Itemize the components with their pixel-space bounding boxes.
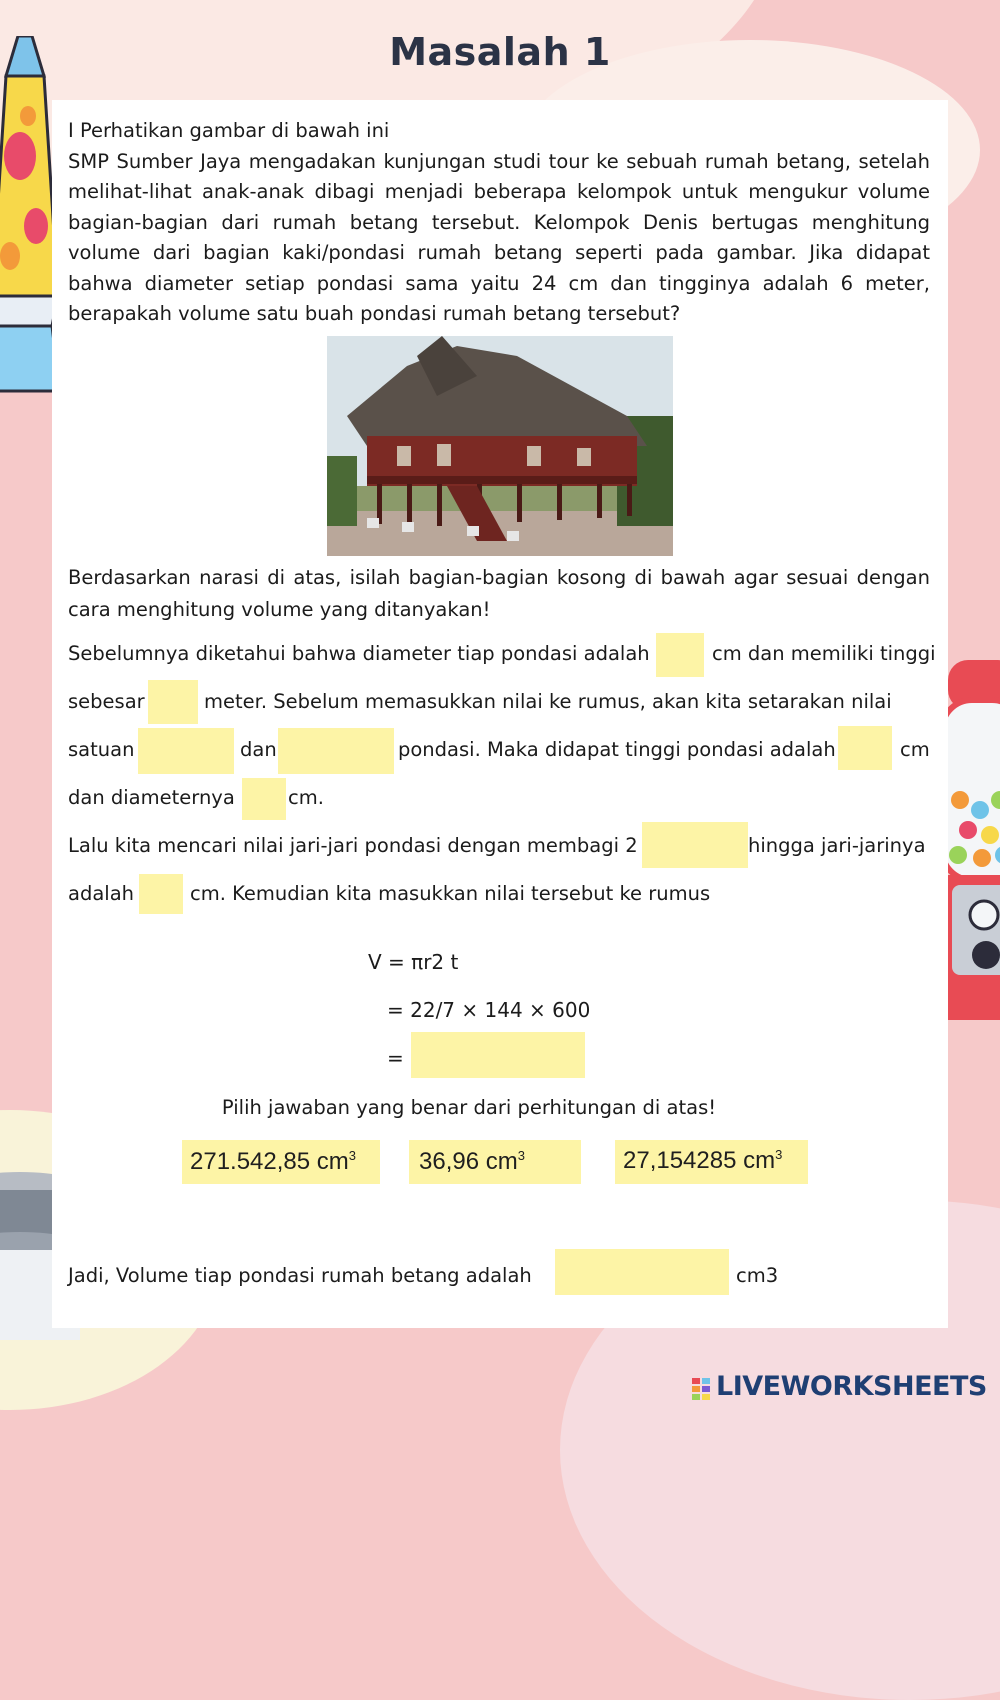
radius-blank[interactable] bbox=[139, 874, 183, 914]
unit-blank-1[interactable] bbox=[138, 728, 234, 774]
fill-text: meter. Sebelum memasukkan nilai ke rumus, akan kita setarakan nilai bbox=[204, 690, 892, 713]
fill-text: cm. bbox=[288, 786, 324, 809]
fill-line-5 bbox=[68, 822, 930, 870]
instruction-text bbox=[68, 562, 930, 626]
formula-line-1: V = πr2 t bbox=[368, 950, 459, 974]
fill-text: adalah bbox=[68, 882, 135, 905]
liveworksheets-brand: LIVEWORKSHEETS bbox=[716, 1371, 987, 1402]
instruction-line: cara menghitung volume yang ditanyakan! bbox=[68, 598, 491, 621]
fill-text: satuan bbox=[68, 738, 135, 761]
fill-text: hingga jari-jarinya bbox=[748, 834, 926, 857]
gumball-machine-illustration bbox=[940, 660, 1000, 1020]
volume-result-blank[interactable] bbox=[411, 1032, 585, 1078]
instruction-line: Berdasarkan narasi di atas, isilah bagian-bagian kosong di bawah agar sesuai dengan bbox=[68, 566, 930, 589]
fill-text: dan diameternya bbox=[68, 786, 235, 809]
diameter-cm-blank[interactable] bbox=[242, 778, 286, 820]
choice-value: 36,96 cm bbox=[419, 1148, 518, 1175]
problem-line: bagian-bagian dari rumah betang tersebut. Kelompok Denis bertugas menghitung bbox=[68, 210, 930, 234]
problem-line: SMP Sumber Jaya mengadakan kunjungan studi tour ke sebuah rumah betang, setelah bbox=[68, 149, 930, 173]
final-volume-blank[interactable] bbox=[555, 1249, 729, 1295]
choice-value: 27,154285 cm bbox=[623, 1147, 776, 1174]
problem-line: I Perhatikan gambar di bawah ini bbox=[68, 119, 390, 142]
formula-line-3: = bbox=[387, 1046, 404, 1070]
fill-text: cm bbox=[900, 738, 930, 761]
liveworksheets-logo-icon bbox=[692, 1378, 710, 1400]
problem-line: volume dari bagian kaki/pondasi rumah betang seperti pada gambar. Jika didapat bbox=[68, 241, 930, 264]
choice-exponent: 3 bbox=[775, 1147, 783, 1162]
choice-exponent: 3 bbox=[517, 1148, 525, 1163]
fill-text: sebesar bbox=[68, 690, 145, 713]
divide-blank[interactable] bbox=[642, 822, 748, 868]
rumah-betang-photo bbox=[327, 336, 673, 556]
fill-line-1 bbox=[68, 630, 936, 678]
choice-exponent: 3 bbox=[348, 1148, 357, 1163]
fill-text: Sebelumnya diketahui bahwa diameter tiap pondasi adalah bbox=[68, 642, 650, 665]
page-title: Masalah 1 bbox=[389, 30, 611, 74]
fill-line-6 bbox=[68, 870, 930, 918]
fill-text: Lalu kita mencari nilai jari-jari pondasi dengan membagi 2 bbox=[68, 834, 638, 857]
choice-value: 271.542,85 cm bbox=[190, 1148, 349, 1175]
height-cm-blank[interactable] bbox=[838, 726, 892, 770]
height-blank[interactable] bbox=[148, 680, 198, 724]
fill-text: cm. Kemudian kita masukkan nilai tersebut ke rumus bbox=[190, 882, 711, 905]
formula-line-2: = 22/7 × 144 × 600 bbox=[387, 998, 591, 1022]
conclusion-line bbox=[68, 1252, 930, 1300]
problem-line: melihat-lihat anak-anak dibagi menjadi beberapa kelompok untuk mengukur volume bbox=[68, 180, 930, 203]
fill-text: pondasi. Maka didapat tinggi pondasi adalah bbox=[398, 738, 836, 761]
problem-text bbox=[68, 116, 930, 330]
problem-line: bahwa diameter setiap pondasi sama yaitu 24 cm dan tingginya adalah 6 meter, bbox=[68, 271, 930, 295]
problem-line: berapakah volume satu buah pondasi rumah betang tersebut? bbox=[68, 302, 681, 325]
conclusion-unit: cm3 bbox=[736, 1264, 779, 1287]
lava-lamp-illustration bbox=[0, 36, 60, 396]
fill-line-4 bbox=[68, 774, 930, 822]
fill-text: cm dan memiliki tinggi bbox=[712, 642, 936, 665]
choice-option-1[interactable] bbox=[182, 1140, 380, 1184]
choice-option-2[interactable] bbox=[409, 1140, 581, 1184]
fill-text: dan bbox=[240, 738, 277, 761]
choice-question: Pilih jawaban yang benar dari perhitungan di atas! bbox=[221, 1096, 717, 1119]
choice-option-3[interactable] bbox=[615, 1140, 808, 1184]
unit-blank-2[interactable] bbox=[278, 728, 394, 774]
diameter-blank[interactable] bbox=[656, 633, 704, 677]
conclusion-text: Jadi, Volume tiap pondasi rumah betang adalah bbox=[68, 1264, 532, 1287]
